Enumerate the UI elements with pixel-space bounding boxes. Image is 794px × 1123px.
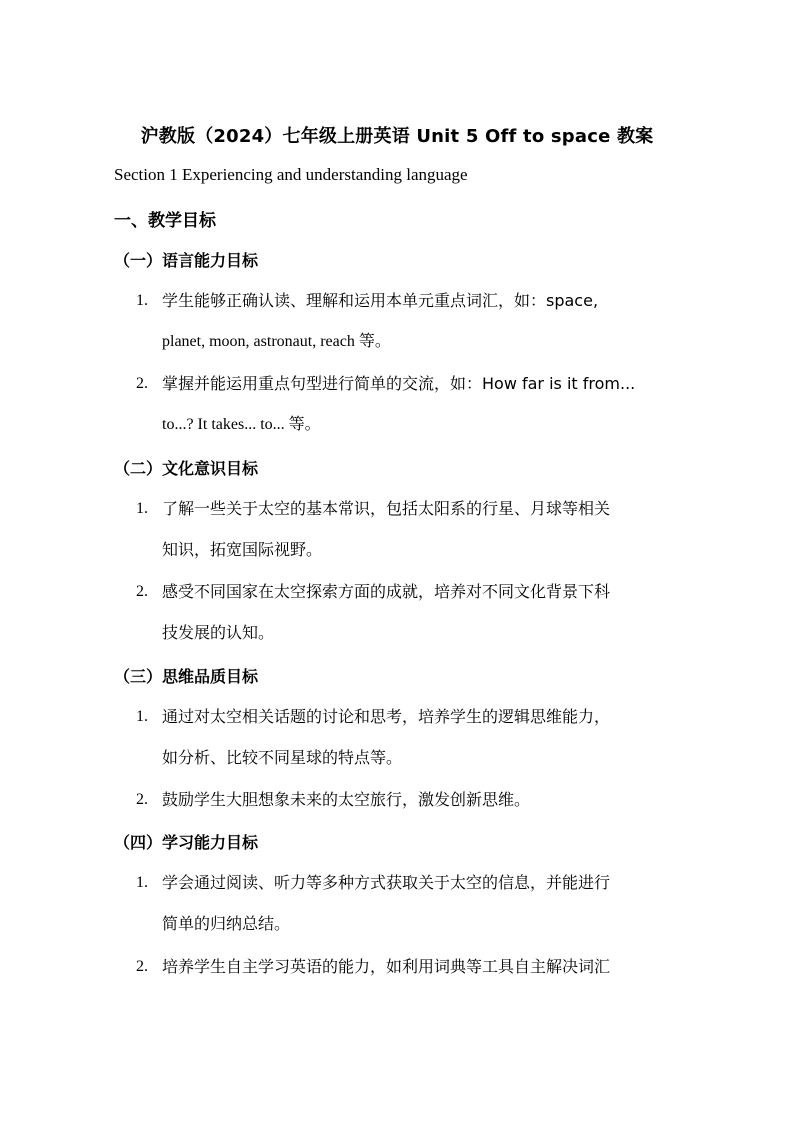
subsection-heading-language: （一）语言能力目标 [114,251,259,270]
list-item-line: 培养学生自主学习英语的能力，如利用词典等工具自主解决词汇 [162,957,611,976]
subsection-heading-culture: （二）文化意识目标 [114,459,259,478]
list-item [136,696,696,778]
list-item [136,280,696,362]
subsection-heading-learning: （四）学习能力目标 [114,833,259,852]
list-item-line: 学生能够正确认读、理解和运用本单元重点词汇，如：space, [162,291,599,310]
list-item-number: 2. [136,583,148,600]
list-item-number: 1. [136,292,148,309]
list-item [136,363,696,445]
list-item-line: 感受不同国家在太空探索方面的成就，培养对不同文化背景下科 [162,582,611,601]
list-item-number: 1. [136,874,148,891]
list-item-number: 2. [136,958,148,975]
list-item [136,779,696,820]
list-item-line: to...? It takes... to... 等。 [162,416,321,433]
list-item [136,946,696,987]
list-item [136,488,696,570]
list-item-number: 1. [136,708,148,725]
list-item-line: 简单的归纳总结。 [162,914,291,933]
list-item-line: 鼓励学生大胆想象未来的太空旅行，激发创新思维。 [162,790,531,809]
list-item-number: 2. [136,375,148,392]
list-item-line: 掌握并能运用重点句型进行简单的交流，如：How far is it from... [162,374,636,393]
list-item-line: 如分析、比较不同星球的特点等。 [162,748,403,767]
section-heading-objectives: 一、教学目标 [114,211,216,231]
subsection-heading-thinking: （三）思维品质目标 [114,667,259,686]
list-item [136,571,696,653]
document-title: 沪教版（2024）七年级上册英语 Unit 5 Off to space 教案 [140,126,654,147]
list-item [136,862,696,944]
list-item-line: 通过对太空相关话题的讨论和思考，培养学生的逻辑思维能力， [162,707,611,726]
list-item-number: 1. [136,500,148,517]
list-item-line: 技发展的认知。 [162,623,275,642]
list-item-line: planet, moon, astronaut, reach 等。 [162,333,391,350]
list-item-line: 了解一些关于太空的基本常识，包括太阳系的行星、月球等相关 [162,499,611,518]
document-subtitle: Section 1 Experiencing and understanding language [114,165,468,184]
list-item-number: 2. [136,791,148,808]
list-item-line: 学会通过阅读、听力等多种方式获取关于太空的信息，并能进行 [162,873,611,892]
list-item-line: 知识，拓宽国际视野。 [162,540,323,559]
